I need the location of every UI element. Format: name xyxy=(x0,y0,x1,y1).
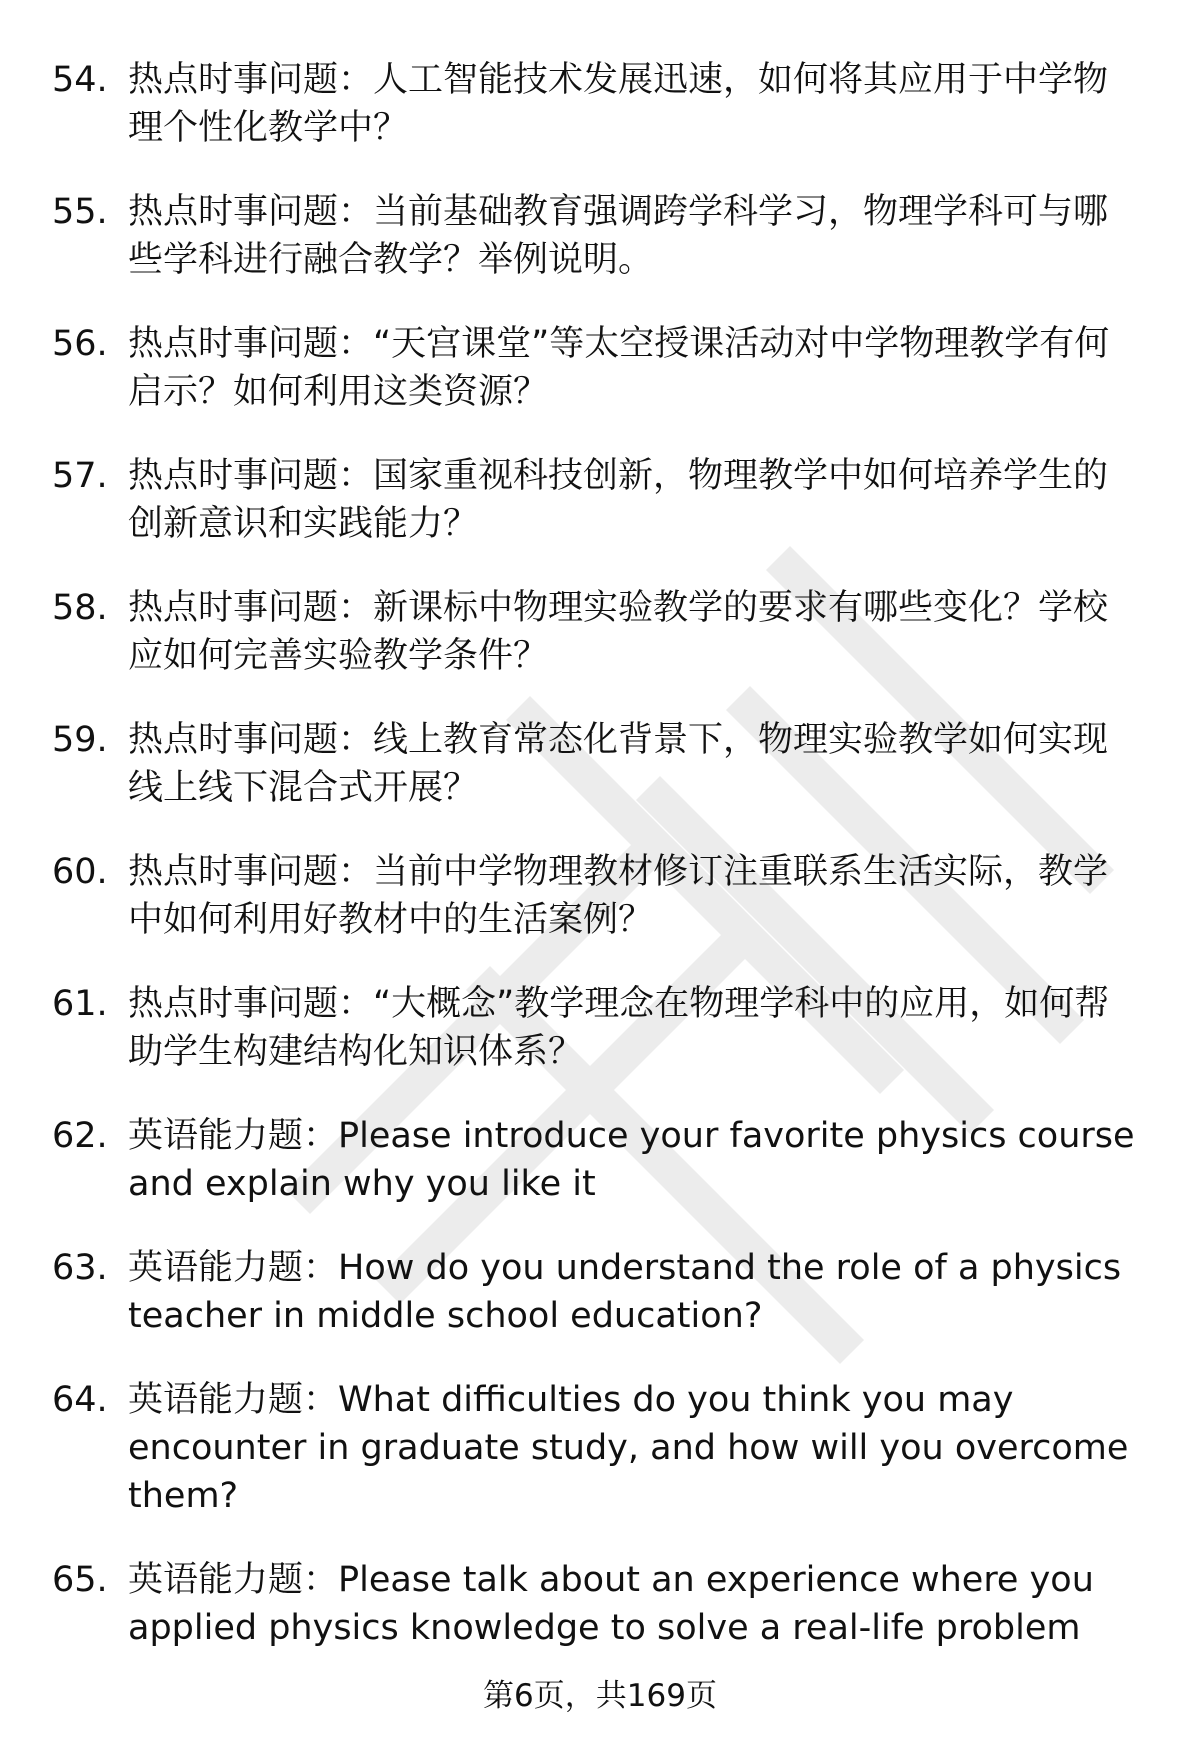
question-number: 61. xyxy=(52,984,108,1024)
question-item xyxy=(52,584,1142,680)
question-text: 热点时事问题：“天宫课堂”等太空授课活动对中学物理教学有何启示？如何利用这类资源？ xyxy=(128,324,1110,412)
question-number: 57. xyxy=(52,456,108,496)
question-item xyxy=(52,716,1142,812)
question-text: 热点时事问题：人工智能技术发展迅速，如何将其应用于中学物理个性化教学中？ xyxy=(128,60,1109,148)
question-number: 55. xyxy=(52,192,108,232)
question-text: 热点时事问题：当前中学物理教材修订注重联系生活实际，教学中如何利用好教材中的生活案例？ xyxy=(128,852,1109,940)
question-item xyxy=(52,188,1142,284)
question-item xyxy=(52,320,1142,416)
question-number: 56. xyxy=(52,324,108,364)
question-item xyxy=(52,452,1142,548)
question-item xyxy=(52,56,1142,152)
question-item xyxy=(52,1112,1142,1208)
question-number: 58. xyxy=(52,588,108,628)
question-number: 65. xyxy=(52,1560,108,1600)
question-list xyxy=(52,56,1142,1688)
question-item xyxy=(52,848,1142,944)
question-number: 64. xyxy=(52,1380,108,1420)
page-number-footer: 第6页，共169页 xyxy=(483,1678,717,1714)
question-number: 59. xyxy=(52,720,108,760)
question-item xyxy=(52,1376,1142,1520)
question-text: 英语能力题：What difficulties do you think you may encounter in graduate study, and how will you overcome them? xyxy=(128,1380,1129,1516)
question-text: 热点时事问题：新课标中物理实验教学的要求有哪些变化？学校应如何完善实验教学条件？ xyxy=(128,588,1109,676)
question-item xyxy=(52,1556,1142,1652)
question-text: 英语能力题：Please introduce your favorite physics course and explain why you like it xyxy=(128,1116,1135,1204)
question-item xyxy=(52,1244,1142,1340)
question-text: 热点时事问题：“大概念”教学理念在物理学科中的应用，如何帮助学生构建结构化知识体系？ xyxy=(128,984,1110,1072)
question-number: 62. xyxy=(52,1116,108,1156)
question-number: 63. xyxy=(52,1248,108,1288)
question-text: 英语能力题：How do you understand the role of a physics teacher in middle school education? xyxy=(128,1248,1122,1336)
question-text: 热点时事问题：线上教育常态化背景下，物理实验教学如何实现线上线下混合式开展？ xyxy=(128,720,1109,808)
question-number: 60. xyxy=(52,852,108,892)
question-number: 54. xyxy=(52,60,108,100)
question-item xyxy=(52,980,1142,1076)
question-text: 英语能力题：Please talk about an experience where you applied physics knowledge to solve a real-life problem xyxy=(128,1560,1094,1648)
question-text: 热点时事问题：国家重视科技创新，物理教学中如何培养学生的创新意识和实践能力？ xyxy=(128,456,1109,544)
question-text: 热点时事问题：当前基础教育强调跨学科学习，物理学科可与哪些学科进行融合教学？举例说明。 xyxy=(128,192,1109,280)
